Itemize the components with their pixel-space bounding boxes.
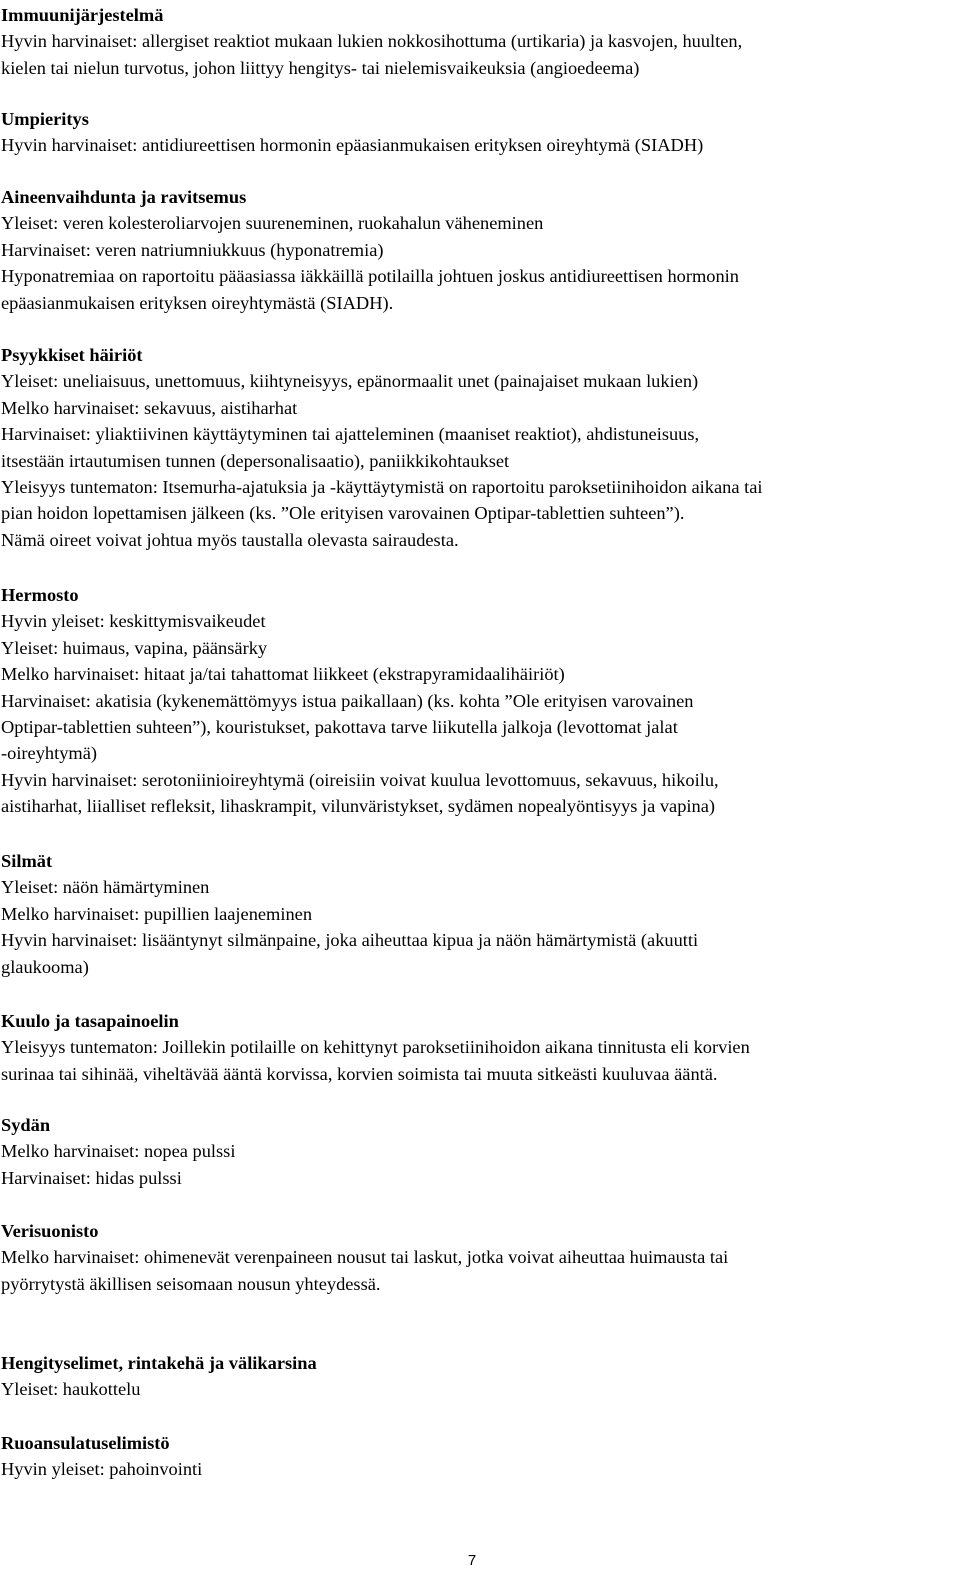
text-line: Yleisyys tuntematon: Joillekin potilaille on kehittynyt paroksetiinihoidon aikana tinnitusta eli korvien	[1, 1037, 750, 1058]
section-heading: Umpieritys	[1, 109, 89, 129]
text-line: Hyvin harvinaiset: serotoniinioireyhtymä (oireisiin voivat kuulua levottomuus, sekavuus, hikoilu,	[1, 769, 719, 790]
section-heading: Hengityselimet, rintakehä ja välikarsina	[1, 1353, 317, 1373]
text-line: Yleiset: huimaus, vapina, päänsärky	[1, 637, 268, 658]
text-line: Yleiset: haukottelu	[1, 1379, 141, 1400]
text-line: Harvinaiset: akatisia (kykenemättömyys istua paikallaan) (ks. kohta ”Ole erityisen varovainen	[1, 690, 694, 711]
section-heading: Kuulo ja tasapainoelin	[1, 1011, 179, 1031]
text-line: -oireyhtymä)	[1, 743, 98, 764]
text-line: Melko harvinaiset: nopea pulssi	[1, 1141, 236, 1162]
section-heading: Hermosto	[1, 585, 79, 605]
text-line: Hyvin harvinaiset: allergiset reaktiot mukaan lukien nokkosihottuma (urtikaria) ja kasvojen, huulten,	[1, 31, 743, 52]
section-heading: Psyykkiset häiriöt	[1, 345, 143, 365]
text-line: Nämä oireet voivat johtua myös taustalla olevasta sairaudesta.	[1, 529, 459, 550]
section-metabolism	[0, 184, 739, 316]
section-psychiatric	[0, 342, 763, 553]
text-line: epäasianmukaisen erityksen oireyhtymästä (SIADH).	[1, 292, 394, 313]
text-line: Yleiset: veren kolesteroliarvojen suureneminen, ruokahalun väheneminen	[1, 213, 544, 234]
text-line: Melko harvinaiset: sekavuus, aistiharhat	[1, 397, 298, 418]
text-line: kielen tai nielun turvotus, johon liittyy hengitys- tai nielemisvaikeuksia (angioedeema)	[1, 57, 640, 78]
text-line: Hyvin harvinaiset: antidiureettisen hormonin epäasianmukaisen erityksen oireyhtymä (SIADH)	[1, 135, 704, 156]
text-line: Yleiset: näön hämärtyminen	[1, 877, 210, 898]
text-line: Hyvin yleiset: keskittymisvaikeudet	[1, 611, 266, 632]
text-line: Hyvin yleiset: pahoinvointi	[1, 1459, 203, 1480]
text-line: Hyponatremiaa on raportoitu pääasiassa iäkkäillä potilailla johtuen joskus antidiureettisen hormonin	[1, 266, 739, 287]
text-line: pian hoidon lopettamisen jälkeen (ks. ”Ole erityisen varovainen Optipar-tablettien suhteen”).	[1, 503, 685, 524]
text-line: Melko harvinaiset: ohimenevät verenpaineen nousut tai laskut, jotka voivat aiheuttaa huimausta tai	[1, 1247, 729, 1268]
section-gastrointestinal	[0, 1430, 202, 1483]
section-eyes	[0, 848, 698, 980]
text-line: Optipar-tablettien suhteen”), kouristukset, pakottava tarve liikutella jalkoja (levottomat jalat	[1, 717, 678, 738]
section-heading: Aineenvaihdunta ja ravitsemus	[1, 187, 247, 207]
text-line: Melko harvinaiset: hitaat ja/tai tahattomat liikkeet (ekstrapyramidaalihäiriöt)	[1, 664, 565, 685]
text-line: Harvinaiset: veren natriumniukkuus (hyponatremia)	[1, 239, 384, 260]
text-line: Melko harvinaiset: pupillien laajeneminen	[1, 903, 313, 924]
section-ear	[0, 1008, 750, 1087]
page-number: 7	[467, 1552, 477, 1569]
section-heading: Silmät	[1, 851, 53, 871]
section-heading: Sydän	[1, 1115, 51, 1135]
section-respiratory	[0, 1350, 317, 1403]
section-heading: Verisuonisto	[1, 1221, 99, 1241]
text-line: pyörrytystä äkillisen seisomaan nousun yhteydessä.	[1, 1273, 381, 1294]
text-line: itsestään irtautumisen tunnen (depersonalisaatio), paniikkikohtaukset	[1, 450, 510, 471]
section-heart	[0, 1112, 235, 1191]
text-line: Hyvin harvinaiset: lisääntynyt silmänpaine, joka aiheuttaa kipua ja näön hämärtymistä (akuutti	[1, 930, 699, 951]
section-immune-system	[0, 2, 742, 81]
text-line: glaukooma)	[1, 956, 89, 977]
text-line: aistiharhat, liialliset refleksit, lihaskrampit, vilunväristykset, sydämen nopealyöntisyys ja vapina)	[1, 796, 716, 817]
text-line: Yleisyys tuntematon: Itsemurha-ajatuksia ja -käyttäytymistä on raportoitu paroksetiinihoidon aikana tai	[1, 477, 763, 498]
text-line: Harvinaiset: yliaktiivinen käyttäytyminen tai ajatteleminen (maaniset reaktiot), ahdistuneisuus,	[1, 424, 700, 445]
section-endocrine	[0, 106, 703, 159]
section-nervous-system	[0, 582, 719, 820]
text-line: Yleiset: uneliaisuus, unettomuus, kiihtyneisyys, epänormaalit unet (painajaiset mukaan lukien)	[1, 371, 699, 392]
section-heading: Immuunijärjestelmä	[1, 5, 164, 25]
text-line: surinaa tai sihinää, viheltävää ääntä korvissa, korvien soimista tai muuta sitkeästi kuuluvaa ääntä.	[1, 1063, 718, 1084]
section-vascular	[0, 1218, 728, 1297]
section-heading: Ruoansulatuselimistö	[1, 1433, 170, 1453]
text-line: Harvinaiset: hidas pulssi	[1, 1167, 182, 1188]
